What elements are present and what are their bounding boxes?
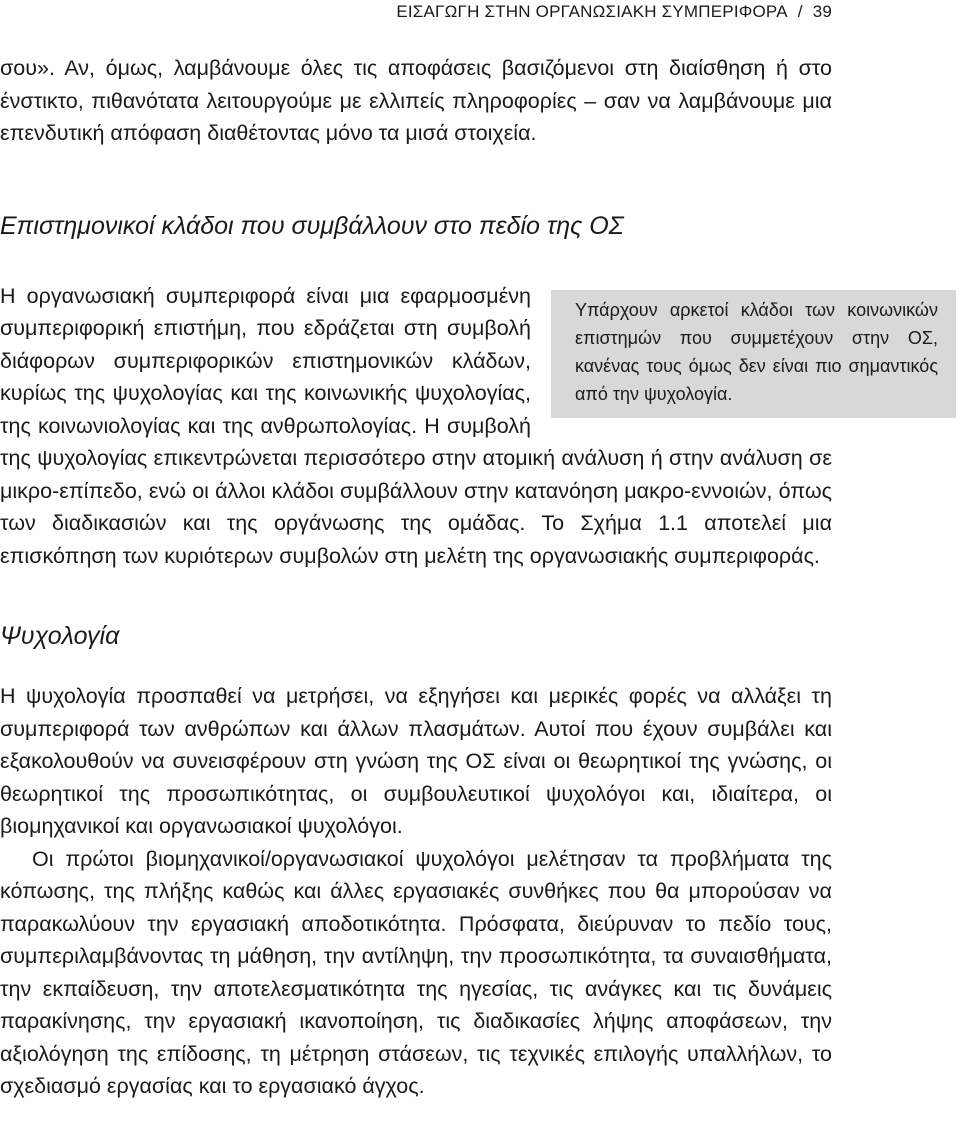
header-separator: / xyxy=(797,2,803,21)
page-body xyxy=(0,52,938,1103)
section-heading-disciplines: Επιστημονικοί κλάδοι που συμβάλλουν στο πεδίο της ΟΣ xyxy=(0,211,624,240)
section-disciplines xyxy=(0,280,938,573)
psychology-paragraph-1: Η ψυχολογία προσπαθεί να μετρήσει, να εξηγήσει και μερικές φορές να αλλάξει τη συμπεριφορά των ανθρώπων και άλλων πλασμάτων. Αυτοί που έχουν συμβάλει και εξακολουθούν να συνεισφέρουν στη γνώση της ΟΣ είναι οι θεωρητικοί της γνώσης, οι θεωρητικοί της προσωπικότητας, οι συμβουλευτικοί ψυχολόγοι και, ιδιαίτερα, οι βιομηχανικοί και οργανωσιακοί ψυχολόγοι. xyxy=(0,684,832,838)
psychology-paragraph-2: Οι πρώτοι βιομηχανικοί/οργανωσιακοί ψυχολόγοι μελέτησαν τα προβλήματα της κόπωσης, της πλήξης καθώς και άλλες εργασιακές συνθήκες που θα μπορούσαν να παρακωλύουν την εργασιακή αποδοτικότητα. Πρόσφατα, διεύρυναν το πεδίο τους, συμπεριλαμβάνοντας τη μάθηση, την αντίληψη, την προσωπικότητα, τα συναισθήματα, την εκπαίδευση, την αποτελεσματικότητα της ηγεσίας, τις ανάγκες και τις δυνάμεις παρακίνησης, την εργασιακή ικανοποίηση, τις διαδικασίες λήψης αποφάσεων, την αξιολόγηση της επίδοσης, τη μέτρηση στάσεων, τις τεχνικές επιλογής υπαλλήλων, το σχεδιασμό εργασίας και το εργασιακό άγχος. xyxy=(0,846,832,1098)
section-heading-psychology: Ψυχολογία xyxy=(0,622,120,650)
page-number: 39 xyxy=(812,2,832,21)
running-title: ΕΙΣΑΓΩΓΗ ΣΤΗΝ ΟΡΓΑΝΩΣΙΑΚΗ ΣΥΜΠΕΡΙΦΟΡΑ xyxy=(396,2,788,21)
running-header xyxy=(396,2,832,22)
sidebar-note xyxy=(551,290,956,418)
intro-paragraph: σου». Αν, όμως, λαμβάνουμε όλες τις αποφάσεις βασιζόμενοι στη διαίσθηση ή στο ένστικτο, πιθανότατα λειτουργούμε με ελλιπείς πληροφορίες – σαν να λαμβάνουμε μια επενδυτική απόφαση διαθέτοντας μόνο τα μισά στοιχεία. xyxy=(0,56,832,145)
disciplines-paragraph: Η οργανωσιακή συμπεριφορά είναι μια εφαρμοσμένη συμπεριφορική επιστήμη, που εδράζεται στη συμβολή διάφορων συμπεριφορικών επιστημονικών κλάδων, κυρίως της ψυχολογίας και της κοινωνικής ψυχολογίας, της κοινωνιολογίας και της ανθρωπολογίας. Η συμβολή της ψυχολογίας επικεντρώνεται περισσότερο στην ατομική ανάλυση ή στην ανάλυση σε μικρο-επίπεδο, ενώ οι άλλοι κλάδοι συμβάλλουν στην κατανόηση μακρο-εννοιών, όπως των διαδικασιών και της οργάνωσης της ομάδας. Το Σχήμα 1.1 αποτελεί μια επισκόπηση των κυριότερων συμβολών στη μελέτη της οργανωσιακής συμπεριφοράς. xyxy=(0,283,832,568)
sidebar-note-text: Υπάρχουν αρκετοί κλάδοι των κοινωνικών επιστημών που συμμετέχουν στην ΟΣ, κανένας τους όμως δεν είναι πιο σημαντικός από την ψυχολογία. xyxy=(575,299,938,404)
